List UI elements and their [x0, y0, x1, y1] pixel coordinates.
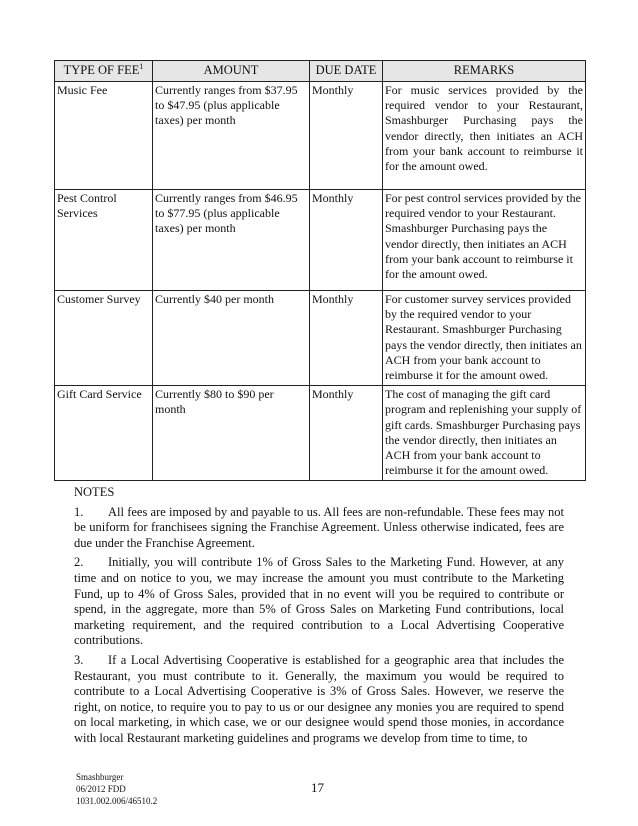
header-due-date: DUE DATE	[310, 61, 383, 82]
note-number: 2.	[74, 555, 84, 570]
cell-due-date: Monthly	[310, 82, 383, 190]
note-number: 3.	[74, 652, 84, 667]
table-row	[55, 82, 586, 190]
note-paragraph	[74, 653, 564, 747]
notes-section	[74, 485, 564, 751]
header-type-text: TYPE OF FEE	[63, 63, 140, 78]
header-remarks: REMARKS	[383, 61, 586, 82]
note-text: Initially, you will contribute 1% of Gross Sales to the Marketing Fund. However, at any time and on notice to you, we may increase the amount you must contribute to the Marketing Fund, up to 4% of Gross Sales, provided that in no event will you be required to contribute or spend, in the aggregate, more than 5% of Gross Sales on Marketing Fund contributions, local marketing requirement, and the required contribution to a Local Advertising Cooperative contributions.	[74, 555, 564, 648]
cell-due-date: Monthly	[310, 190, 383, 291]
cell-amount: Currently ranges from $46.95 to $77.95 (plus applicable taxes) per month	[153, 190, 310, 291]
note-text: All fees are imposed by and payable to us. All fees are non-refundable. These fees may not be uniform for franchisees signing the Franchise Agreement. Unless otherwise indicated, fees are due under the Franchise Agreement.	[74, 504, 564, 550]
page-footer	[76, 771, 157, 807]
cell-amount: Currently ranges from $37.95 to $47.95 (plus applicable taxes) per month	[153, 82, 310, 190]
footer-company: Smashburger	[76, 772, 124, 782]
cell-due-date: Monthly	[310, 291, 383, 386]
cell-type: Music Fee	[55, 82, 153, 190]
cell-due-date: Monthly	[310, 386, 383, 481]
header-type-of-fee	[55, 61, 153, 82]
cell-amount: Currently $80 to $90 per month	[153, 386, 310, 481]
note-text: If a Local Advertising Cooperative is established for a geographic area that includes the Restaurant, you must contribute to it. Generally, the maximum you would be required to contribute to a Local Advertising Cooperative is 3% of Gross Sales. However, we reserve the right, on notice, to require you to pay to us or our designee any monies you are required to spend on local marketing, in which case, we or our designee would spend those monies, in accordance with local Restaurant marketing guidelines and programs we develop from time to time, to	[74, 652, 564, 745]
notes-heading: NOTES	[74, 485, 115, 499]
cell-remarks: For music services provided by the required vendor to your Restaurant, Smashburger Purchasing pays the vendor directly, then initiates an ACH from your bank account to reimburse it for the amount owed.	[383, 82, 586, 190]
table-row	[55, 386, 586, 481]
footer-document-date: 06/2012 FDD	[76, 784, 126, 794]
note-paragraph	[74, 505, 564, 552]
fee-table	[54, 60, 586, 481]
note-number: 1.	[74, 504, 84, 519]
page-number: 17	[311, 780, 324, 795]
table-row	[55, 291, 586, 386]
cell-type: Customer Survey	[55, 291, 153, 386]
footnote-marker: 1	[139, 62, 144, 72]
fee-table-header-row	[55, 61, 586, 82]
cell-type: Gift Card Service	[55, 386, 153, 481]
cell-remarks: For customer survey services provided by the required vendor to your Restaurant. Smashburger Purchasing pays the vendor directly, then initiates an ACH from your bank account to reimburse it for the amount owed.	[383, 291, 586, 386]
cell-amount: Currently $40 per month	[153, 291, 310, 386]
note-paragraph	[74, 555, 564, 649]
cell-remarks: The cost of managing the gift card program and replenishing your supply of gift cards. Smashburger Purchasing pays the vendor directly, then initiates an ACH from your bank account to reimburse it for the amount owed.	[383, 386, 586, 481]
cell-remarks: For pest control services provided by the required vendor to your Restaurant. Smashburger Purchasing pays the vendor directly, then initiates an ACH from your bank account to reimburse it for the amount owed.	[383, 190, 586, 291]
header-amount: AMOUNT	[153, 61, 310, 82]
footer-reference-number: 1031.002.006/46510.2	[76, 796, 158, 806]
table-row	[55, 190, 586, 291]
cell-type: Pest Control Services	[55, 190, 153, 291]
